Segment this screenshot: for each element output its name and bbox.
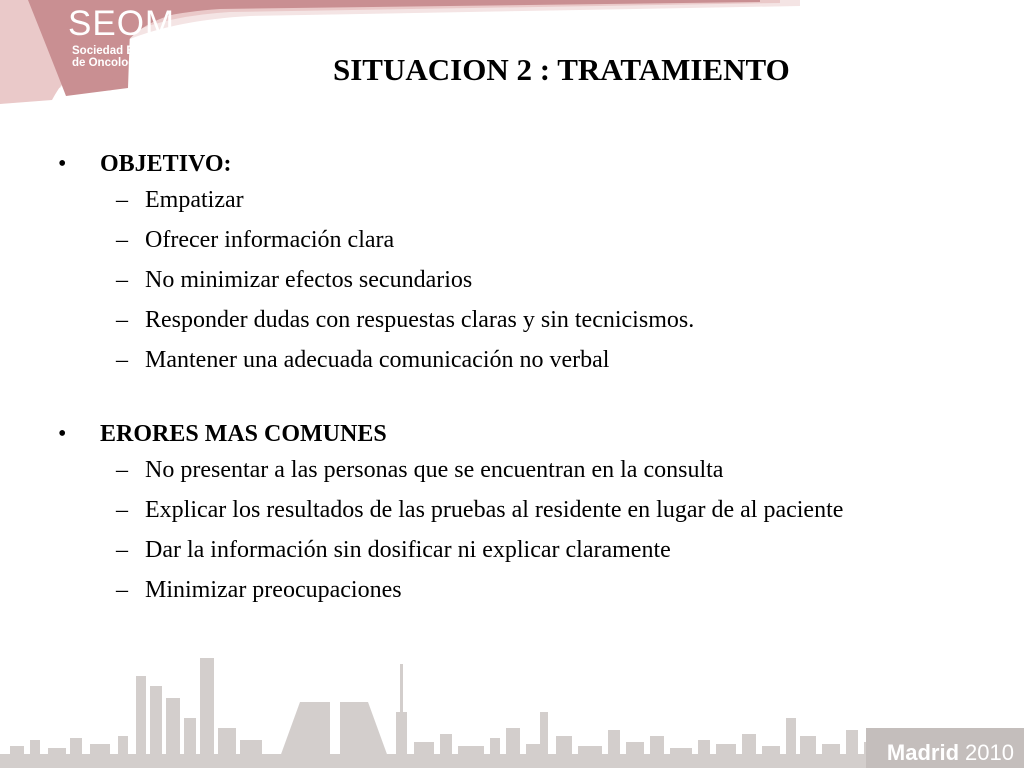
list-item [58,264,978,296]
list-item-text: Minimizar preocupaciones [145,577,402,603]
list-item-text: Explicar los resultados de las pruebas al residente en lugar de al paciente [145,497,844,523]
list-item-text: No presentar a las personas que se encuentran en la consulta [145,457,724,483]
dash-icon: – [116,187,128,213]
section-objetivo [58,144,978,376]
logo-wordmark: SEOM [68,4,176,43]
list-item-text: Empatizar [145,187,244,213]
bullet-icon: • [58,151,67,177]
logo-subtitle-line1: Sociedad Española [72,45,178,57]
list-item [58,224,978,256]
list-item [58,344,978,376]
section-heading-text: OBJETIVO: [100,151,232,177]
dash-icon: – [116,457,128,483]
list-item-text: No minimizar efectos secundarios [145,267,473,293]
dash-icon: – [116,347,128,373]
dash-icon: – [116,307,128,333]
logo-subtitle-line2: de Oncología Médica [72,57,188,69]
section-heading-text: ERORES MAS COMUNES [100,421,387,447]
dash-icon: – [116,577,128,603]
list-item-text: Ofrecer información clara [145,227,395,253]
list-item [58,574,978,606]
slide-title: SITUACION 2 : TRATAMIENTO [333,52,790,87]
madrid-skyline [0,658,1024,768]
dash-icon: – [116,227,128,253]
list-item-text: Mantener una adecuada comunicación no verbal [145,347,610,373]
footer-brand [887,740,1014,766]
section-errores [58,414,978,606]
list-item [58,494,978,526]
dash-icon: – [116,497,128,523]
slide-content [58,144,978,614]
footer-year: 2010 [965,740,1014,765]
section-heading [58,414,978,454]
dash-icon: – [116,267,128,293]
list-item [58,534,978,566]
list-item [58,304,978,336]
section-heading [58,144,978,184]
list-item-text: Responder dudas con respuestas claras y sin tecnicismos. [145,307,695,333]
list-item [58,184,978,216]
dash-icon: – [116,537,128,563]
bullet-icon: • [58,421,67,447]
list-item [58,454,978,486]
footer-city: Madrid [886,740,960,765]
logo-subtitle [72,45,187,69]
list-item-text: Dar la información sin dosificar ni explicar claramente [145,537,671,563]
